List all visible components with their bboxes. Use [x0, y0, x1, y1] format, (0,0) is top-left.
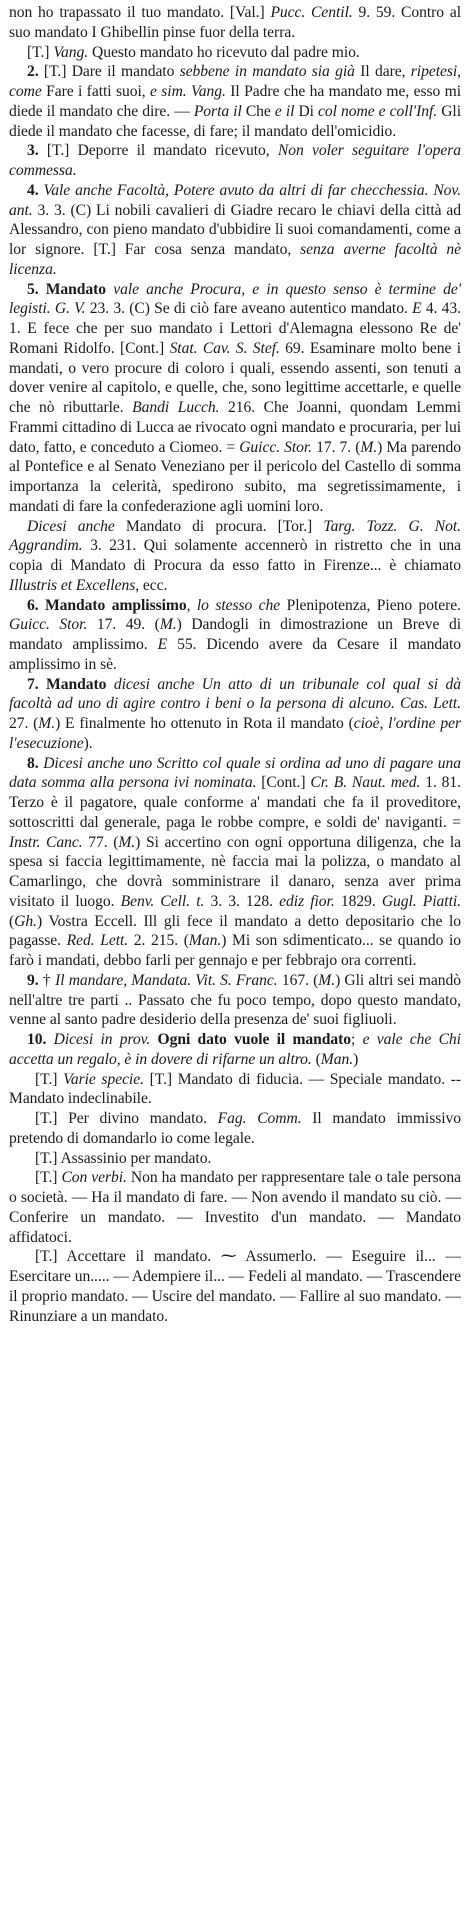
italic-text: Il mandare, Mandata. Vit. S. Franc. [55, 971, 278, 989]
italic-text: Non voler seguitare l'opera commessa. [9, 142, 461, 179]
entry-heading: Ogni dato vuole il mandato [157, 1031, 352, 1048]
italic-text: Cr. B. Naut. med. [310, 774, 421, 792]
italic-text: Bandi Lucch. [132, 399, 220, 416]
body-text: Che [241, 102, 275, 120]
italic-text: E [412, 300, 422, 318]
body-text: 55. Dicendo avere da Cesare il mandato amplissimo in sè. [9, 636, 461, 673]
italic-text: Red. Lett. [66, 932, 129, 950]
italic-text: senza averne facoltà nè licenza. [9, 241, 462, 278]
italic-text: M. [318, 971, 336, 989]
entry-heading: 10. [27, 1031, 47, 1048]
italic-text: Gh. [14, 912, 37, 930]
body-text: ) E finalmente ho ottenuto in Rota il mandato ( [55, 715, 354, 732]
entry-heading: 7. Mandato [27, 675, 107, 693]
body-text: ). [83, 734, 93, 752]
entry-heading: 5. Mandato [27, 280, 107, 298]
entry-heading: 9. [27, 971, 39, 989]
italic-text: Pucc. Centil. [270, 4, 353, 21]
entry-paragraph [9, 1070, 461, 1110]
italic-text: Illustris et Excellens [9, 576, 136, 594]
body-text: 17. 7. ( [312, 438, 361, 456]
italic-text: Dicesi in prov. [53, 1031, 151, 1048]
body-text: 23. 3. (C) Se di ciò fare aveano autentico mandato. [85, 300, 413, 318]
entry-paragraph [9, 1247, 461, 1326]
body-text: ) Dandogli in dimostrazione un Breve di mandato amplissimo. [9, 616, 461, 653]
entry-list [9, 3, 461, 1326]
body-text: [T.] Deporre il mandato ricevuto, [38, 142, 278, 160]
italic-text: e vale che Chi accetta un regalo, è in dovere di rifarne un altro. [9, 1031, 461, 1068]
body-text: 167. ( [277, 971, 319, 989]
entry-paragraph [9, 62, 461, 141]
italic-text: M. [118, 833, 136, 851]
italic-text: col nome e coll'Inf. [318, 102, 438, 120]
body-text: [T.] Assassinio per mandato. [35, 1149, 212, 1167]
body-text: ; [351, 1031, 363, 1048]
body-text: Mandato di procura. [Tor.] [114, 517, 324, 535]
entry-paragraph [9, 3, 461, 43]
body-text: 216. Che Joanni, quondam Lemmi Frammi cittadino di Lucca ae rivocato ogni mandato e procuraria, per lui dato, fatto, e conceduto a Ciomeo. = [9, 399, 461, 456]
italic-text: e sim. Vang. [150, 83, 226, 100]
italic-text: Gugl. Piatti. [381, 892, 461, 910]
entry-paragraph [9, 280, 461, 517]
italic-text: Con verbi. [61, 1169, 127, 1187]
body-text: Il mandato immissivo pretendo di domandarlo io come legale. [9, 1110, 462, 1147]
italic-text: Dicesi anche uno Scritto col quale si ordina ad uno di pagare una data somma alla persona ivi nominata. [9, 754, 461, 792]
body-text: ( [311, 1050, 321, 1068]
body-text: , [186, 596, 197, 614]
body-text: [T.] Mandato di fiducia. — Speciale mandato. -- Mandato indeclinabile. [9, 1070, 461, 1108]
body-text: 9. 59. Contro al suo mandato I Ghibellin pinse fuor della terra. [9, 4, 461, 41]
body-text: ) Mi son sdimenticato... se quando io farò i mandati, debbo farli per gennajo e per febbrajo ora correnti. [9, 932, 462, 969]
body-text: 1. 81. Terzo è il pagatore, quale conforme a' mandati che fa il proveditore, sottoscritti dal generale, paga le robbe compre, e soldi de' naviganti. = [9, 774, 461, 831]
italic-text: Guicc. Stor. [239, 438, 313, 456]
body-text: Gli diede il mandato che facesse, di fare; il mandato dell'omicidio. [9, 102, 461, 140]
body-text: 3. 3. 128. [204, 892, 280, 910]
entry-paragraph [9, 517, 461, 596]
body-text [106, 676, 113, 693]
italic-text: M. [159, 616, 177, 634]
italic-text: Targ. Tozz. G. Not. Aggrandim. [9, 517, 461, 555]
italic-text: Guicc. Stor. [9, 616, 88, 634]
italic-text: e il [274, 102, 295, 120]
body-text: ) Ma parendo al Pontefice e al Senato Veneziano per il pericolo del Castello di somma importanza la celerità, spedirono subito, ma segretissimamente, i mandati di fare la confederazione agli uomini loro. [9, 438, 461, 515]
body-text [46, 1031, 53, 1048]
body-text: 77. ( [82, 833, 119, 851]
italic-text: M. [38, 715, 56, 732]
entry-heading: 4. [27, 181, 39, 199]
entry-paragraph [9, 1109, 461, 1149]
italic-text: Fag. Comm. [217, 1110, 302, 1127]
italic-text: ediz fior. [279, 892, 335, 910]
body-text: Questo mandato ho ricevuto dal padre mio. [88, 43, 360, 61]
body-text: non ho trapassato il tuo mandato. [Val.] [9, 4, 271, 21]
body-text: † [38, 971, 56, 989]
body-text [150, 1031, 157, 1048]
body-text: ( [9, 912, 15, 930]
body-text: 1829. [334, 892, 382, 910]
entry-heading: 8. [27, 754, 39, 772]
entry-heading: 6. Mandato amplissimo [27, 596, 187, 614]
body-text: Fare i fatti suoi, [41, 83, 150, 100]
body-text: 2. 215. ( [128, 932, 189, 950]
italic-text: Vang. [53, 43, 89, 61]
body-text: [T.] [27, 43, 54, 61]
italic-text: ripetesi, come [9, 63, 462, 100]
body-text: [Cont.] [256, 774, 311, 792]
body-text: Di [294, 102, 319, 120]
body-text: Non ha mandato per rappresentare tale o tale persona o società. — Ha il mandato di fare. — Non avendo il mandato su ciò. — Conferire un mandato. — Investito d'un mandato. — Mandato affidatoci. [9, 1169, 461, 1246]
body-text: , ecc. [135, 576, 168, 594]
body-text: Il Padre che ha mandato me, esso mi diede il mandato che dire. — [9, 83, 462, 120]
italic-text: Benv. Cell. t. [120, 892, 205, 910]
italic-text: E [157, 636, 168, 653]
italic-text: Instr. Canc. [9, 833, 83, 851]
italic-text: cioè, l'ordine per l'esecuzione [9, 715, 461, 752]
body-text: 17. 49. ( [87, 616, 160, 634]
italic-text: Porta il [193, 102, 242, 120]
body-text: 4. 43. 1. E fece che per suo mandato i Lettori d'Alemagna elessono Re de' Romani Ridolfo. [Cont.] [9, 300, 462, 357]
body-text: ) Gli altri sei mandò nell'altre tre parti .. Passato che fu poco tempo, dopo questo mandato, venne al santo padre desiderio della presenza de' suoi figliuoli. [9, 971, 461, 1029]
entry-paragraph [9, 43, 461, 63]
italic-text: Man. [320, 1050, 354, 1068]
entry-paragraph [9, 1168, 461, 1247]
italic-text: dicesi anche Un atto di un tribunale col qual si dà facoltà ad uno di agire contro i beni o la persona di alcuno. Cas. Lett. [9, 675, 461, 713]
entry-paragraph [9, 1149, 461, 1169]
italic-text: Dicesi anche [27, 517, 115, 535]
entry-paragraph [9, 675, 461, 754]
italic-text: lo stesso che [196, 596, 281, 614]
entry-paragraph [9, 754, 461, 971]
entry-heading: 3. [27, 142, 39, 160]
entry-paragraph [9, 181, 461, 280]
body-text: Il dare, [354, 63, 411, 81]
body-text: ) Vostra Eccell. Ill gli fece il mandato a detto depositario che lo pagasse. [9, 912, 461, 950]
body-text: 3. 231. Qui solamente accennerò in ristretto che in una copia di Mandato di Procura da esso fatto in Firenze... è chiamato [9, 537, 461, 574]
entry-paragraph [9, 971, 461, 1030]
body-text: 3. 3. (C) Li nobili cavalieri di Giadre recaro le chiavi della città ad Alessandro, con pieno mandato d'ubbidire li suoi comandamenti, come a lor signore. [T.] Far cosa senza mandato, [9, 201, 461, 258]
italic-text: Varie specie. [63, 1070, 144, 1088]
body-text: Plenipotenza, Pieno potere. [280, 596, 461, 614]
body-text: 69. Esaminare molto bene i mandati, o vero procure di coloro i quali, essendo assenti, son tenuti a dover venire al capitolo, e quelle, che, sono legittime accettarle, e quelle che nò ributtarle. [9, 339, 461, 416]
body-text: [T.] Dare il mandato [38, 63, 180, 81]
italic-text: sebbene in mandato sia già [179, 63, 355, 81]
italic-text: Stat. Cav. S. Stef. [169, 339, 280, 357]
italic-text: Man. [188, 932, 222, 950]
italic-text: vale anche Procura, e in questo senso è termine de' legisti. G. V. [9, 280, 461, 318]
italic-text: Vale anche Facoltà, Potere avuto da altri di far checchessia. Nov. ant. [9, 181, 461, 219]
body-text: [T.] [35, 1070, 64, 1088]
body-text: [T.] [35, 1169, 62, 1187]
entry-paragraph [9, 141, 461, 181]
body-text: [T.] Accettare il mandato. ⁓ Assumerlo. — Eseguire il... — Esercitare un..... — Adempiere il... — Fedeli al mandato. — Trascendere il proprio mandato. — Uscire del mandato. — Fallire al suo mandato. — Rinunziare a un mandato. [9, 1248, 461, 1325]
italic-text: M. [360, 438, 378, 456]
body-text: ) Si accertino con ogni opportuna diligenza, che la spesa si faccia legittimamente, nè faccia mai la polizza, o mandato al Camarlingo, che dovrà somministrare il danaro, senza aver prima visitato il luogo. [9, 833, 461, 910]
body-text: [T.] Per divino mandato. [35, 1110, 218, 1127]
body-text: 27. ( [9, 715, 39, 732]
entry-heading: 2. [27, 63, 39, 81]
body-text: ) [353, 1050, 359, 1068]
entry-paragraph [9, 596, 461, 675]
entry-paragraph [9, 1030, 461, 1070]
